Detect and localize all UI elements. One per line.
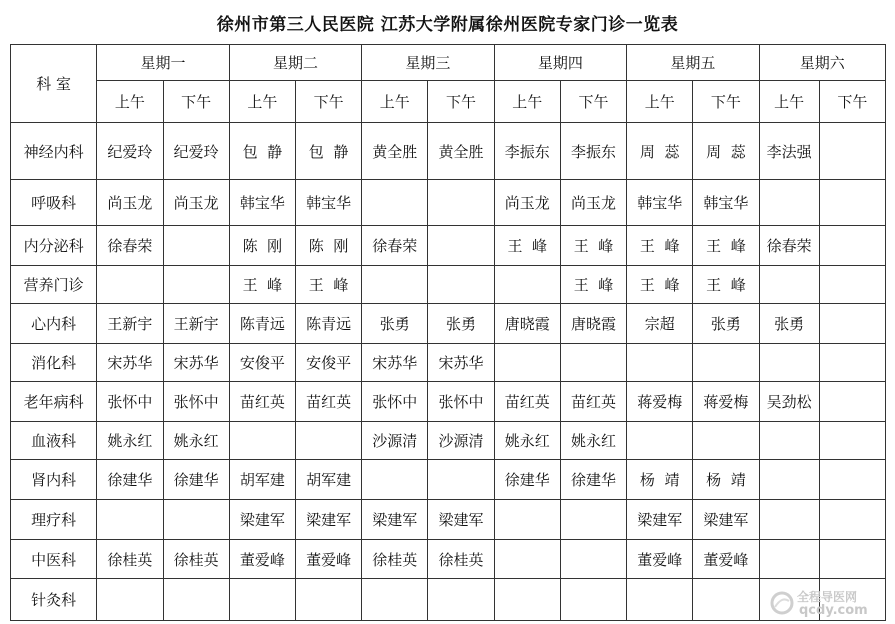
doctor-cell: 董爱峰 xyxy=(627,540,693,579)
dept-name: 血液科 xyxy=(11,422,97,460)
table-row xyxy=(11,180,886,226)
doctor-cell xyxy=(295,422,361,460)
schedule-body xyxy=(11,45,886,621)
doctor-cell: 徐桂英 xyxy=(362,540,428,579)
doctor-cell: 姚永红 xyxy=(163,422,229,460)
doctor-cell: 唐晓霞 xyxy=(560,304,626,344)
doctor-cell xyxy=(759,500,819,540)
doctor-cell xyxy=(560,500,626,540)
day-header-fri: 星期五 xyxy=(627,45,759,81)
am-header: 上午 xyxy=(494,81,560,123)
table-row xyxy=(11,540,886,579)
doctor-cell: 包 静 xyxy=(295,123,361,180)
doctor-cell: 宋苏华 xyxy=(163,344,229,382)
dept-name: 心内科 xyxy=(11,304,97,344)
doctor-cell xyxy=(560,579,626,621)
dept-name: 肾内科 xyxy=(11,460,97,500)
day-header-row xyxy=(11,45,886,81)
doctor-cell: 王 峰 xyxy=(627,226,693,266)
day-header-thu: 星期四 xyxy=(494,45,626,81)
dept-name: 针灸科 xyxy=(11,579,97,621)
watermark-url: qcdy.com xyxy=(799,603,868,618)
doctor-cell: 尚玉龙 xyxy=(494,180,560,226)
doctor-cell: 王 峰 xyxy=(693,266,759,304)
doctor-cell: 王 峰 xyxy=(229,266,295,304)
doctor-cell: 陈 刚 xyxy=(229,226,295,266)
doctor-cell xyxy=(428,579,494,621)
doctor-cell: 姚永红 xyxy=(560,422,626,460)
doctor-cell: 梁建军 xyxy=(693,500,759,540)
schedule-table xyxy=(10,44,886,621)
doctor-cell: 杨 靖 xyxy=(693,460,759,500)
doctor-cell: 宋苏华 xyxy=(97,344,163,382)
doctor-cell: 陈青远 xyxy=(229,304,295,344)
doctor-cell xyxy=(428,266,494,304)
dept-name: 神经内科 xyxy=(11,123,97,180)
doctor-cell xyxy=(627,422,693,460)
doctor-cell: 沙源清 xyxy=(362,422,428,460)
pm-header: 下午 xyxy=(693,81,759,123)
doctor-cell: 吴劲松 xyxy=(759,382,819,422)
doctor-cell: 安俊平 xyxy=(295,344,361,382)
doctor-cell: 徐建华 xyxy=(163,460,229,500)
doctor-cell: 苗红英 xyxy=(560,382,626,422)
doctor-cell: 韩宝华 xyxy=(693,180,759,226)
doctor-cell: 姚永红 xyxy=(97,422,163,460)
doctor-cell: 徐桂英 xyxy=(428,540,494,579)
doctor-cell: 董爱峰 xyxy=(229,540,295,579)
doctor-cell: 尚玉龙 xyxy=(97,180,163,226)
doctor-cell xyxy=(759,266,819,304)
pm-header: 下午 xyxy=(560,81,626,123)
doctor-cell: 李振东 xyxy=(560,123,626,180)
doctor-cell: 梁建军 xyxy=(229,500,295,540)
dept-name: 呼吸科 xyxy=(11,180,97,226)
doctor-cell: 王 峰 xyxy=(494,226,560,266)
doctor-cell: 纪爱玲 xyxy=(97,123,163,180)
day-header-mon: 星期一 xyxy=(97,45,229,81)
day-header-sat: 星期六 xyxy=(759,45,885,81)
dept-name: 理疗科 xyxy=(11,500,97,540)
doctor-cell xyxy=(428,180,494,226)
doctor-cell: 李法强 xyxy=(759,123,819,180)
doctor-cell: 苗红英 xyxy=(229,382,295,422)
doctor-cell: 张怀中 xyxy=(428,382,494,422)
doctor-cell: 董爱峰 xyxy=(295,540,361,579)
doctor-cell xyxy=(229,422,295,460)
doctor-cell xyxy=(362,579,428,621)
table-row xyxy=(11,304,886,344)
doctor-cell xyxy=(229,579,295,621)
doctor-cell xyxy=(97,266,163,304)
doctor-cell xyxy=(163,579,229,621)
doctor-cell: 韩宝华 xyxy=(229,180,295,226)
doctor-cell xyxy=(163,500,229,540)
doctor-cell xyxy=(759,180,819,226)
doctor-cell xyxy=(362,180,428,226)
doctor-cell xyxy=(494,500,560,540)
doctor-cell: 包 静 xyxy=(229,123,295,180)
doctor-cell xyxy=(819,460,885,500)
doctor-cell: 张勇 xyxy=(693,304,759,344)
doctor-cell xyxy=(560,344,626,382)
doctor-cell: 徐桂英 xyxy=(97,540,163,579)
dept-name: 中医科 xyxy=(11,540,97,579)
watermark-text: 全程导医网 xyxy=(797,590,858,604)
doctor-cell: 韩宝华 xyxy=(627,180,693,226)
doctor-cell: 梁建军 xyxy=(295,500,361,540)
table-row xyxy=(11,579,886,621)
doctor-cell xyxy=(759,344,819,382)
doctor-cell: 杨 靖 xyxy=(627,460,693,500)
doctor-cell: 徐春荣 xyxy=(362,226,428,266)
doctor-cell xyxy=(819,226,885,266)
watermark-logo-icon xyxy=(769,590,795,616)
doctor-cell: 王 峰 xyxy=(560,266,626,304)
doctor-cell: 胡军建 xyxy=(229,460,295,500)
table-row xyxy=(11,226,886,266)
doctor-cell: 张勇 xyxy=(428,304,494,344)
doctor-cell xyxy=(362,266,428,304)
doctor-cell: 苗红英 xyxy=(295,382,361,422)
doctor-cell: 李振东 xyxy=(494,123,560,180)
doctor-cell: 王新宇 xyxy=(97,304,163,344)
doctor-cell: 蒋爱梅 xyxy=(627,382,693,422)
half-day-header-row xyxy=(11,81,886,123)
doctor-cell: 苗红英 xyxy=(494,382,560,422)
doctor-cell: 宋苏华 xyxy=(362,344,428,382)
doctor-cell xyxy=(362,460,428,500)
doctor-cell: 黄全胜 xyxy=(428,123,494,180)
doctor-cell: 周 蕊 xyxy=(627,123,693,180)
table-row xyxy=(11,382,886,422)
doctor-cell: 王 峰 xyxy=(295,266,361,304)
doctor-cell xyxy=(819,500,885,540)
doctor-cell: 梁建军 xyxy=(362,500,428,540)
doctor-cell: 安俊平 xyxy=(229,344,295,382)
table-row xyxy=(11,344,886,382)
am-header: 上午 xyxy=(627,81,693,123)
doctor-cell xyxy=(494,344,560,382)
dept-name: 老年病科 xyxy=(11,382,97,422)
doctor-cell xyxy=(428,226,494,266)
am-header: 上午 xyxy=(759,81,819,123)
doctor-cell xyxy=(627,344,693,382)
doctor-cell xyxy=(759,540,819,579)
pm-header: 下午 xyxy=(819,81,885,123)
doctor-cell: 黄全胜 xyxy=(362,123,428,180)
doctor-cell xyxy=(693,422,759,460)
doctor-cell: 王 峰 xyxy=(693,226,759,266)
dept-name: 消化科 xyxy=(11,344,97,382)
doctor-cell xyxy=(494,266,560,304)
am-header: 上午 xyxy=(229,81,295,123)
doctor-cell xyxy=(97,500,163,540)
doctor-cell: 胡军建 xyxy=(295,460,361,500)
doctor-cell xyxy=(163,266,229,304)
doctor-cell: 张怀中 xyxy=(362,382,428,422)
doctor-cell: 王 峰 xyxy=(627,266,693,304)
doctor-cell xyxy=(819,540,885,579)
doctor-cell: 王 峰 xyxy=(560,226,626,266)
doctor-cell: 张勇 xyxy=(759,304,819,344)
doctor-cell xyxy=(759,460,819,500)
doctor-cell: 纪爱玲 xyxy=(163,123,229,180)
doctor-cell: 徐建华 xyxy=(560,460,626,500)
doctor-cell: 张勇 xyxy=(362,304,428,344)
dept-name: 营养门诊 xyxy=(11,266,97,304)
doctor-cell: 徐桂英 xyxy=(163,540,229,579)
doctor-cell: 王新宇 xyxy=(163,304,229,344)
dept-column-header: 科 室 xyxy=(11,45,97,123)
doctor-cell: 陈 刚 xyxy=(295,226,361,266)
pm-header: 下午 xyxy=(428,81,494,123)
doctor-cell xyxy=(494,579,560,621)
doctor-cell xyxy=(693,579,759,621)
watermark xyxy=(769,586,889,622)
doctor-cell xyxy=(759,422,819,460)
table-row xyxy=(11,460,886,500)
doctor-cell: 尚玉龙 xyxy=(560,180,626,226)
pm-header: 下午 xyxy=(295,81,361,123)
doctor-cell: 梁建军 xyxy=(627,500,693,540)
doctor-cell xyxy=(295,579,361,621)
doctor-cell: 徐春荣 xyxy=(759,226,819,266)
doctor-cell xyxy=(428,460,494,500)
doctor-cell: 宋苏华 xyxy=(428,344,494,382)
doctor-cell xyxy=(627,579,693,621)
page-title: 徐州市第三人民医院 江苏大学附属徐州医院专家门诊一览表 xyxy=(216,15,679,35)
am-header: 上午 xyxy=(97,81,163,123)
doctor-cell: 徐建华 xyxy=(97,460,163,500)
doctor-cell xyxy=(819,123,885,180)
doctor-cell xyxy=(819,382,885,422)
day-header-wed: 星期三 xyxy=(362,45,494,81)
doctor-cell: 梁建军 xyxy=(428,500,494,540)
doctor-cell: 韩宝华 xyxy=(295,180,361,226)
doctor-cell xyxy=(97,579,163,621)
doctor-cell: 姚永红 xyxy=(494,422,560,460)
doctor-cell xyxy=(819,304,885,344)
doctor-cell: 周 蕊 xyxy=(693,123,759,180)
doctor-cell: 宗超 xyxy=(627,304,693,344)
table-row xyxy=(11,266,886,304)
doctor-cell xyxy=(819,422,885,460)
day-header-tue: 星期二 xyxy=(229,45,361,81)
doctor-cell: 徐建华 xyxy=(494,460,560,500)
doctor-cell: 张怀中 xyxy=(163,382,229,422)
am-header: 上午 xyxy=(362,81,428,123)
doctor-cell xyxy=(163,226,229,266)
doctor-cell xyxy=(819,266,885,304)
doctor-cell xyxy=(693,344,759,382)
doctor-cell xyxy=(560,540,626,579)
doctor-cell: 董爱峰 xyxy=(693,540,759,579)
doctor-cell: 蒋爱梅 xyxy=(693,382,759,422)
doctor-cell: 陈青远 xyxy=(295,304,361,344)
doctor-cell xyxy=(819,180,885,226)
doctor-cell xyxy=(819,344,885,382)
table-row xyxy=(11,422,886,460)
table-row xyxy=(11,123,886,180)
doctor-cell: 徐春荣 xyxy=(97,226,163,266)
dept-name: 内分泌科 xyxy=(11,226,97,266)
doctor-cell: 沙源清 xyxy=(428,422,494,460)
doctor-cell: 张怀中 xyxy=(97,382,163,422)
pm-header: 下午 xyxy=(163,81,229,123)
doctor-cell: 尚玉龙 xyxy=(163,180,229,226)
table-row xyxy=(11,500,886,540)
doctor-cell: 唐晓霞 xyxy=(494,304,560,344)
doctor-cell xyxy=(494,540,560,579)
